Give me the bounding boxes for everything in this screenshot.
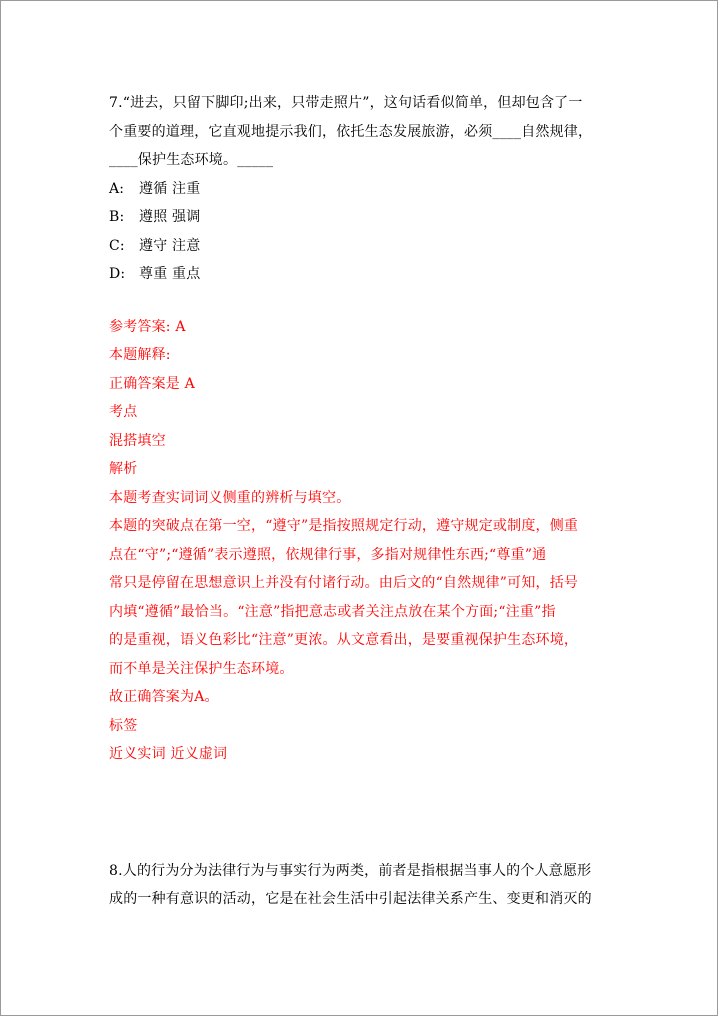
option-d xyxy=(109,260,619,289)
option-b-label: B: xyxy=(109,209,125,225)
option-c-label: C: xyxy=(109,237,125,254)
question-8-line-1: 8.人的行为分为法律行为与事实行为两类，前者是指根据当事人的个人意愿形 xyxy=(109,862,592,879)
question-7-line-2: 个重要的道理，它直观地提示我们，依托生态发展旅游，必须____自然规律， xyxy=(109,123,593,140)
option-c-text: 遵守 注意 xyxy=(139,237,201,254)
analysis-line-2: 本题的突破点在第一空，“遵守”是指按照规定行动，遵守规定或制度，侧重 xyxy=(109,518,579,534)
tags-heading: 标签 xyxy=(109,717,138,734)
spacer xyxy=(109,289,619,313)
analysis-line-5: 内填“遵循”最恰当。“注意”指把意志或者关注点放在某个方面;“注重”指 xyxy=(109,603,556,620)
analysis-heading: 解析 xyxy=(109,461,138,477)
answer-explanation xyxy=(109,313,619,769)
question-7-line-3: ____保护生态环境。_____ xyxy=(109,152,274,168)
page-content xyxy=(109,89,619,914)
option-b-text: 遵照 强调 xyxy=(139,209,201,225)
analysis-line-3: 点在“守”;“遵循”表示遵照，依规律行事，多指对规律性东西;“尊重”通 xyxy=(109,546,547,563)
question-7-line-1: 7.“进去，只留下脚印;出来，只带走照片”，这句话看似简单，但却包含了一 xyxy=(109,95,583,111)
reference-answer: 参考答案: A xyxy=(109,318,186,335)
tags-value: 近义实词 近义虚词 xyxy=(109,746,228,762)
spacer xyxy=(109,769,619,857)
option-d-label: D: xyxy=(109,266,126,282)
question-7 xyxy=(109,89,619,289)
option-a-label: A: xyxy=(109,180,125,197)
analysis-line-4: 常只是停留在思想意识上并没有付诸行动。由后文的“自然规律”可知，括号 xyxy=(109,575,579,591)
option-b xyxy=(109,203,619,232)
topic-heading: 考点 xyxy=(109,404,138,420)
explanation-heading: 本题解释: xyxy=(109,347,171,363)
analysis-line-6: 的是重视，语义色彩比“注意”更浓。从文意看出，是要重视保护生态环境， xyxy=(109,632,579,648)
analysis-line-1: 本题考查实词词义侧重的辨析与填空。 xyxy=(109,489,351,506)
correct-answer: 正确答案是 A xyxy=(109,375,195,392)
question-8-line-2: 成的一种有意识的活动，它是在社会生活中引起法律关系产生、变更和消灭的 xyxy=(109,891,592,907)
option-c xyxy=(109,232,619,261)
question-8 xyxy=(109,857,619,914)
option-a xyxy=(109,175,619,204)
final-answer: 故正确答案为A。 xyxy=(109,689,219,705)
option-a-text: 遵循 注重 xyxy=(139,180,201,197)
option-d-text: 尊重 重点 xyxy=(139,266,201,282)
analysis-line-7: 而不单是关注保护生态环境。 xyxy=(109,660,294,677)
topic-value: 混搭填空 xyxy=(109,432,166,449)
